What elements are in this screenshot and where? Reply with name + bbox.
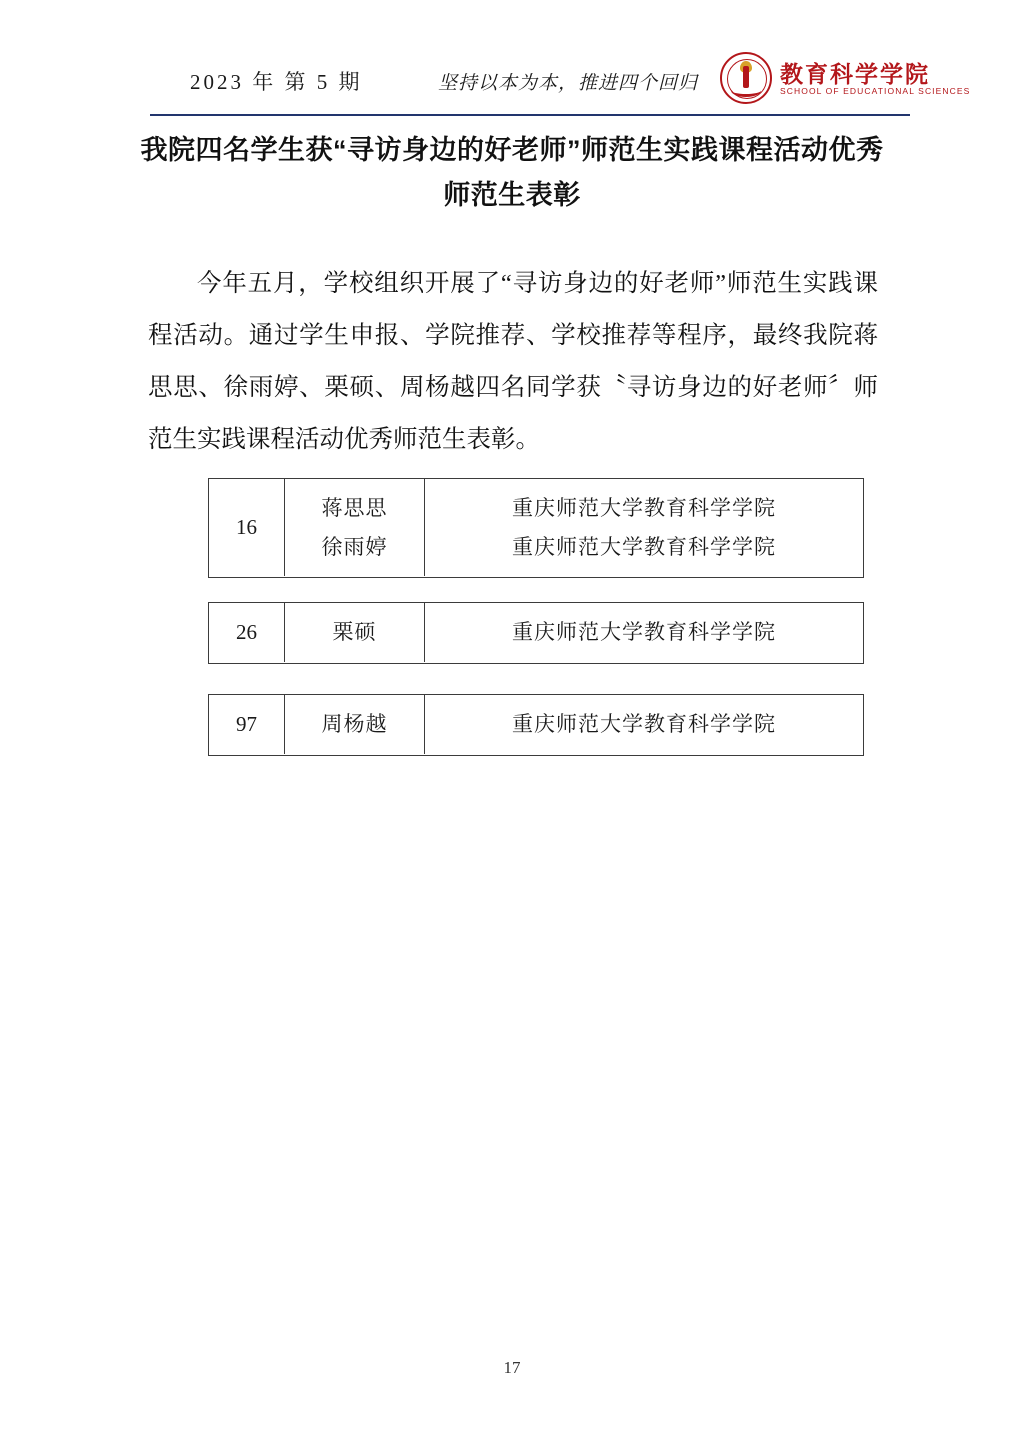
table-row xyxy=(209,479,863,576)
school-emblem-icon xyxy=(720,52,772,104)
award-table-3 xyxy=(208,694,864,756)
table-cell-names xyxy=(285,479,425,576)
table-cell-names xyxy=(285,603,425,662)
logo-english-name: SCHOOL OF EDUCATIONAL SCIENCES xyxy=(780,86,971,96)
organization-name: 重庆师范大学教育科学学院 xyxy=(512,534,776,559)
table-cell-orgs xyxy=(425,695,863,754)
issue-label: 2023 年 第 5 期 xyxy=(190,70,363,94)
page-header xyxy=(150,56,971,114)
student-name: 栗硕 xyxy=(332,620,377,645)
student-name: 蒋思思 xyxy=(321,495,388,520)
logo-chinese-name: 教育科学学院 xyxy=(780,62,930,87)
student-name: 徐雨婷 xyxy=(321,534,388,559)
award-table-2 xyxy=(208,602,864,664)
school-logo xyxy=(720,50,971,108)
article-paragraph: 今年五月，学校组织开展了“寻访身边的好老师”师范生实践课程活动。通过学生申报、学院推荐、学校推荐等程序，最终我院蒋思思、徐雨婷、栗硕、周杨越四名同学获〝寻访身边的好老师〞师范生实践课程活动优秀师范生表彰。 xyxy=(148,270,878,453)
organization-name: 重庆师范大学教育科学学院 xyxy=(512,712,776,737)
table-cell-number: 97 xyxy=(209,695,285,754)
page-title: 我院四名学生获“寻访身边的好老师”师范生实践课程活动优秀师范生表彰 xyxy=(140,135,884,210)
student-name: 周杨越 xyxy=(321,712,388,737)
award-table-1 xyxy=(208,478,864,578)
table-cell-orgs xyxy=(425,479,863,576)
table-cell-orgs xyxy=(425,603,863,662)
organization-name: 重庆师范大学教育科学学院 xyxy=(512,495,776,520)
organization-name: 重庆师范大学教育科学学院 xyxy=(512,620,776,645)
table-cell-names xyxy=(285,695,425,754)
slogan-label: 坚持以本为本，推进四个回归 xyxy=(438,73,699,94)
table-cell-number: 26 xyxy=(209,603,285,662)
table-row xyxy=(209,695,863,754)
page-number: 17 xyxy=(503,1358,521,1377)
table-cell-number: 16 xyxy=(209,479,285,576)
header-divider xyxy=(150,114,910,116)
table-row xyxy=(209,603,863,662)
